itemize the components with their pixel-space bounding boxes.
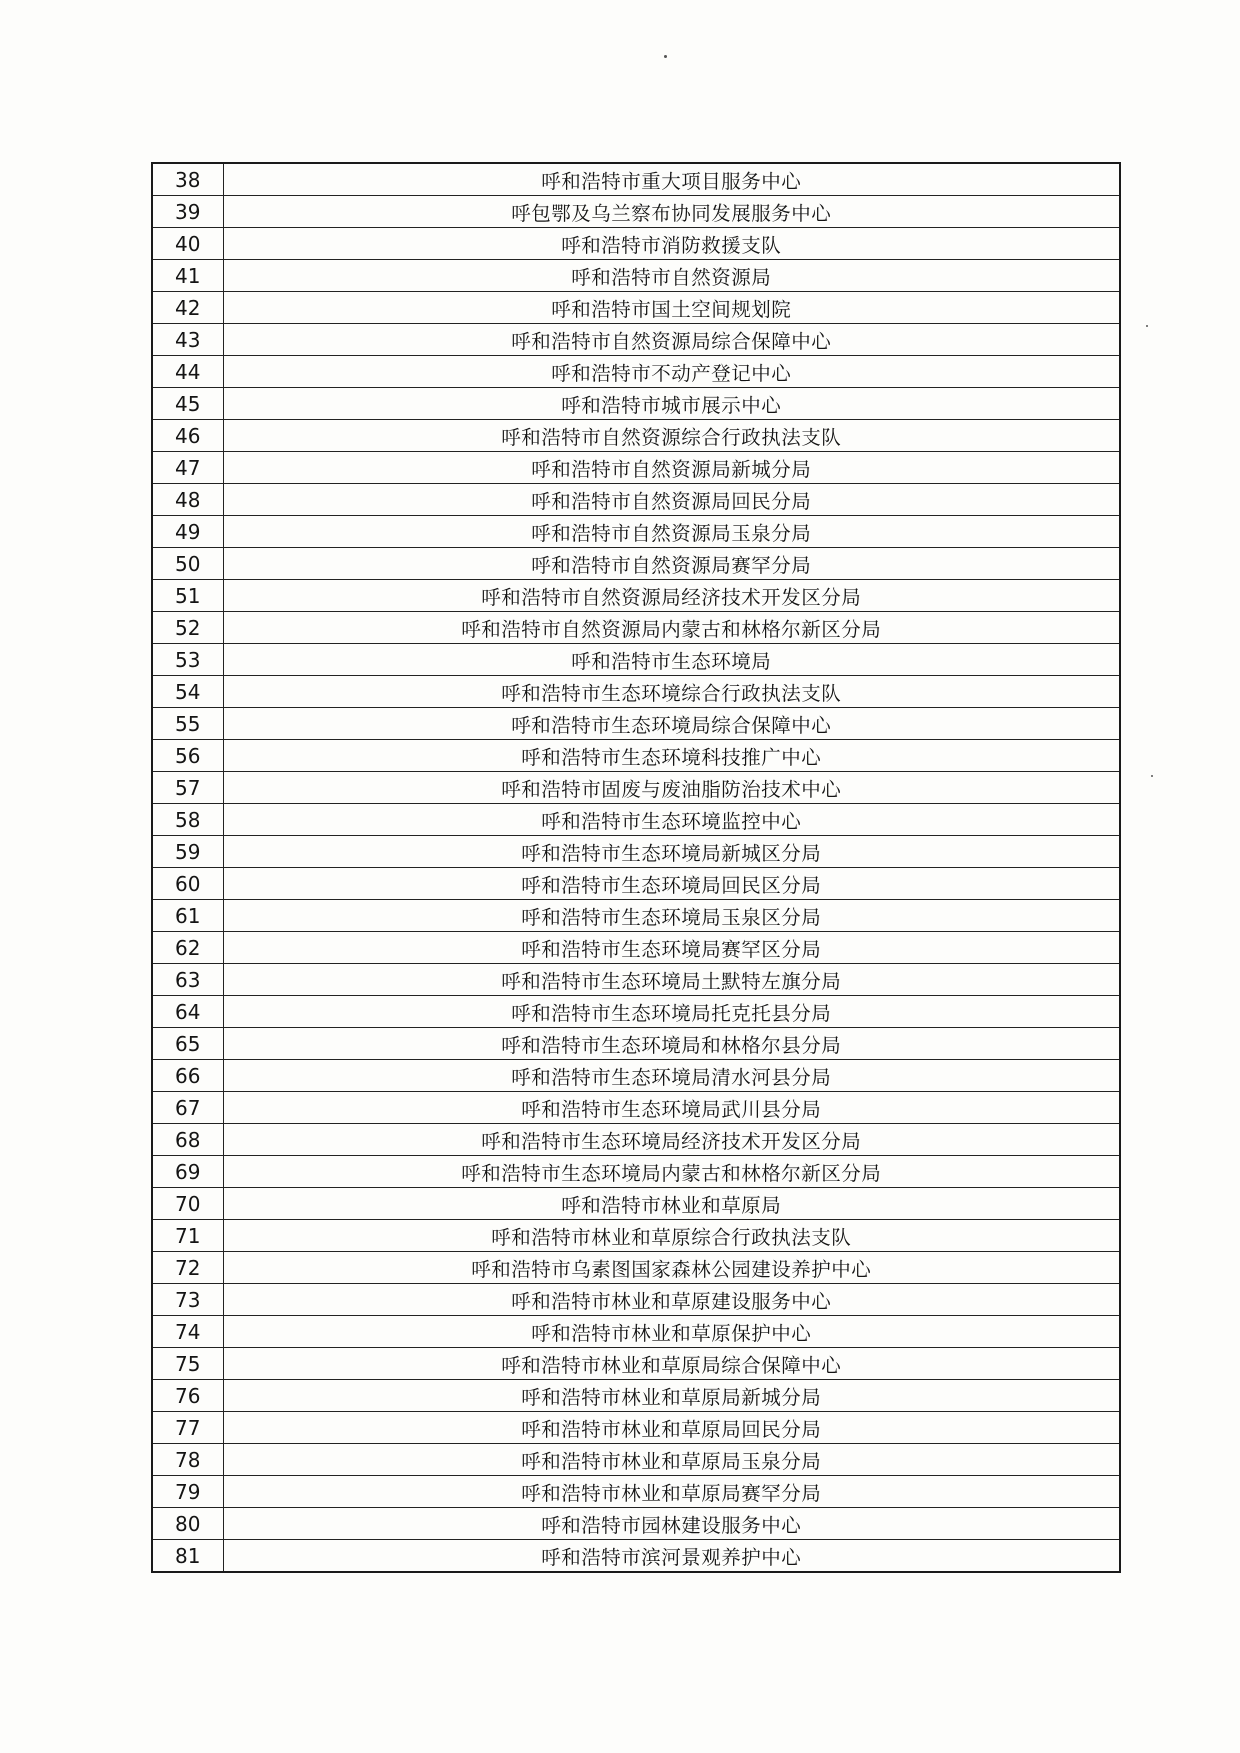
unit-name: 呼和浩特市自然资源综合行政执法支队 bbox=[223, 420, 1120, 452]
table-row bbox=[152, 1092, 1120, 1124]
scan-speck bbox=[664, 55, 667, 58]
unit-name: 呼和浩特市自然资源局赛罕分局 bbox=[223, 548, 1120, 580]
row-number: 81 bbox=[152, 1540, 223, 1573]
unit-name: 呼和浩特市自然资源局内蒙古和林格尔新区分局 bbox=[223, 612, 1120, 644]
row-number: 48 bbox=[152, 484, 223, 516]
table-row bbox=[152, 612, 1120, 644]
row-number: 54 bbox=[152, 676, 223, 708]
unit-name: 呼和浩特市生态环境局清水河县分局 bbox=[223, 1060, 1120, 1092]
row-number: 53 bbox=[152, 644, 223, 676]
row-number: 72 bbox=[152, 1252, 223, 1284]
row-number: 49 bbox=[152, 516, 223, 548]
row-number: 41 bbox=[152, 260, 223, 292]
table-row bbox=[152, 1348, 1120, 1380]
table-row bbox=[152, 1540, 1120, 1573]
unit-name: 呼和浩特市林业和草原局综合保障中心 bbox=[223, 1348, 1120, 1380]
unit-name: 呼和浩特市林业和草原局回民分局 bbox=[223, 1412, 1120, 1444]
row-number: 69 bbox=[152, 1156, 223, 1188]
table-row bbox=[152, 1380, 1120, 1412]
unit-name: 呼和浩特市林业和草原建设服务中心 bbox=[223, 1284, 1120, 1316]
unit-name: 呼和浩特市固废与废油脂防治技术中心 bbox=[223, 772, 1120, 804]
scan-speck bbox=[1151, 775, 1153, 777]
row-number: 71 bbox=[152, 1220, 223, 1252]
row-number: 46 bbox=[152, 420, 223, 452]
row-number: 76 bbox=[152, 1380, 223, 1412]
row-number: 80 bbox=[152, 1508, 223, 1540]
table-row bbox=[152, 1060, 1120, 1092]
table-row bbox=[152, 548, 1120, 580]
table-row bbox=[152, 484, 1120, 516]
row-number: 42 bbox=[152, 292, 223, 324]
table-row bbox=[152, 1508, 1120, 1540]
unit-list-table bbox=[151, 162, 1121, 1573]
unit-name: 呼和浩特市生态环境局武川县分局 bbox=[223, 1092, 1120, 1124]
row-number: 58 bbox=[152, 804, 223, 836]
table-row bbox=[152, 900, 1120, 932]
row-number: 61 bbox=[152, 900, 223, 932]
table-row bbox=[152, 1284, 1120, 1316]
table-row bbox=[152, 356, 1120, 388]
unit-name: 呼和浩特市自然资源局 bbox=[223, 260, 1120, 292]
row-number: 45 bbox=[152, 388, 223, 420]
scan-speck bbox=[1146, 325, 1148, 327]
unit-name: 呼和浩特市林业和草原保护中心 bbox=[223, 1316, 1120, 1348]
unit-name: 呼和浩特市林业和草原局赛罕分局 bbox=[223, 1476, 1120, 1508]
unit-name: 呼和浩特市城市展示中心 bbox=[223, 388, 1120, 420]
table-row bbox=[152, 1316, 1120, 1348]
row-number: 52 bbox=[152, 612, 223, 644]
row-number: 70 bbox=[152, 1188, 223, 1220]
table-row bbox=[152, 676, 1120, 708]
table-row bbox=[152, 420, 1120, 452]
unit-name: 呼和浩特市生态环境科技推广中心 bbox=[223, 740, 1120, 772]
table-row bbox=[152, 1124, 1120, 1156]
table-row bbox=[152, 1252, 1120, 1284]
unit-name: 呼和浩特市林业和草原局新城分局 bbox=[223, 1380, 1120, 1412]
row-number: 62 bbox=[152, 932, 223, 964]
table-row bbox=[152, 228, 1120, 260]
unit-name: 呼和浩特市生态环境局 bbox=[223, 644, 1120, 676]
row-number: 57 bbox=[152, 772, 223, 804]
table-row bbox=[152, 1444, 1120, 1476]
table-row bbox=[152, 452, 1120, 484]
row-number: 51 bbox=[152, 580, 223, 612]
row-number: 50 bbox=[152, 548, 223, 580]
row-number: 73 bbox=[152, 1284, 223, 1316]
unit-name: 呼和浩特市自然资源局新城分局 bbox=[223, 452, 1120, 484]
unit-name: 呼和浩特市林业和草原局玉泉分局 bbox=[223, 1444, 1120, 1476]
row-number: 79 bbox=[152, 1476, 223, 1508]
unit-name: 呼和浩特市园林建设服务中心 bbox=[223, 1508, 1120, 1540]
table-row bbox=[152, 836, 1120, 868]
row-number: 56 bbox=[152, 740, 223, 772]
table-row bbox=[152, 388, 1120, 420]
table-row bbox=[152, 804, 1120, 836]
table-row bbox=[152, 1476, 1120, 1508]
table-row bbox=[152, 1156, 1120, 1188]
table-row bbox=[152, 868, 1120, 900]
table-row bbox=[152, 708, 1120, 740]
table-row bbox=[152, 996, 1120, 1028]
table-row bbox=[152, 1028, 1120, 1060]
table-row bbox=[152, 260, 1120, 292]
table-row bbox=[152, 1412, 1120, 1444]
unit-name: 呼和浩特市生态环境局和林格尔县分局 bbox=[223, 1028, 1120, 1060]
table-row bbox=[152, 772, 1120, 804]
table-row bbox=[152, 644, 1120, 676]
row-number: 67 bbox=[152, 1092, 223, 1124]
row-number: 43 bbox=[152, 324, 223, 356]
unit-name: 呼和浩特市滨河景观养护中心 bbox=[223, 1540, 1120, 1573]
unit-name: 呼和浩特市生态环境监控中心 bbox=[223, 804, 1120, 836]
row-number: 64 bbox=[152, 996, 223, 1028]
unit-name: 呼和浩特市国土空间规划院 bbox=[223, 292, 1120, 324]
unit-name: 呼和浩特市生态环境局综合保障中心 bbox=[223, 708, 1120, 740]
table-row bbox=[152, 964, 1120, 996]
row-number: 78 bbox=[152, 1444, 223, 1476]
row-number: 38 bbox=[152, 163, 223, 196]
row-number: 75 bbox=[152, 1348, 223, 1380]
unit-name: 呼和浩特市生态环境局新城区分局 bbox=[223, 836, 1120, 868]
unit-name: 呼和浩特市消防救援支队 bbox=[223, 228, 1120, 260]
unit-name: 呼和浩特市生态环境局托克托县分局 bbox=[223, 996, 1120, 1028]
row-number: 65 bbox=[152, 1028, 223, 1060]
table-row bbox=[152, 163, 1120, 196]
unit-name: 呼和浩特市生态环境局赛罕区分局 bbox=[223, 932, 1120, 964]
unit-name: 呼和浩特市自然资源局经济技术开发区分局 bbox=[223, 580, 1120, 612]
table-row bbox=[152, 292, 1120, 324]
table-row bbox=[152, 740, 1120, 772]
row-number: 44 bbox=[152, 356, 223, 388]
table-row bbox=[152, 196, 1120, 228]
unit-name: 呼和浩特市生态环境局内蒙古和林格尔新区分局 bbox=[223, 1156, 1120, 1188]
table-row bbox=[152, 580, 1120, 612]
unit-name: 呼和浩特市生态环境综合行政执法支队 bbox=[223, 676, 1120, 708]
unit-name: 呼和浩特市生态环境局土默特左旗分局 bbox=[223, 964, 1120, 996]
row-number: 68 bbox=[152, 1124, 223, 1156]
unit-name: 呼和浩特市自然资源局玉泉分局 bbox=[223, 516, 1120, 548]
table-row bbox=[152, 324, 1120, 356]
row-number: 66 bbox=[152, 1060, 223, 1092]
row-number: 59 bbox=[152, 836, 223, 868]
table-row bbox=[152, 516, 1120, 548]
unit-name: 呼和浩特市自然资源局综合保障中心 bbox=[223, 324, 1120, 356]
unit-name: 呼和浩特市乌素图国家森林公园建设养护中心 bbox=[223, 1252, 1120, 1284]
row-number: 63 bbox=[152, 964, 223, 996]
unit-name: 呼和浩特市重大项目服务中心 bbox=[223, 163, 1120, 196]
unit-name: 呼包鄂及乌兰察布协同发展服务中心 bbox=[223, 196, 1120, 228]
unit-name: 呼和浩特市生态环境局玉泉区分局 bbox=[223, 900, 1120, 932]
unit-name: 呼和浩特市林业和草原局 bbox=[223, 1188, 1120, 1220]
unit-name: 呼和浩特市生态环境局回民区分局 bbox=[223, 868, 1120, 900]
table-body bbox=[152, 163, 1120, 1572]
row-number: 47 bbox=[152, 452, 223, 484]
row-number: 60 bbox=[152, 868, 223, 900]
row-number: 55 bbox=[152, 708, 223, 740]
unit-name: 呼和浩特市不动产登记中心 bbox=[223, 356, 1120, 388]
table-row bbox=[152, 932, 1120, 964]
row-number: 39 bbox=[152, 196, 223, 228]
unit-name: 呼和浩特市自然资源局回民分局 bbox=[223, 484, 1120, 516]
unit-name: 呼和浩特市林业和草原综合行政执法支队 bbox=[223, 1220, 1120, 1252]
table-row bbox=[152, 1188, 1120, 1220]
row-number: 74 bbox=[152, 1316, 223, 1348]
table-row bbox=[152, 1220, 1120, 1252]
row-number: 77 bbox=[152, 1412, 223, 1444]
row-number: 40 bbox=[152, 228, 223, 260]
unit-name: 呼和浩特市生态环境局经济技术开发区分局 bbox=[223, 1124, 1120, 1156]
